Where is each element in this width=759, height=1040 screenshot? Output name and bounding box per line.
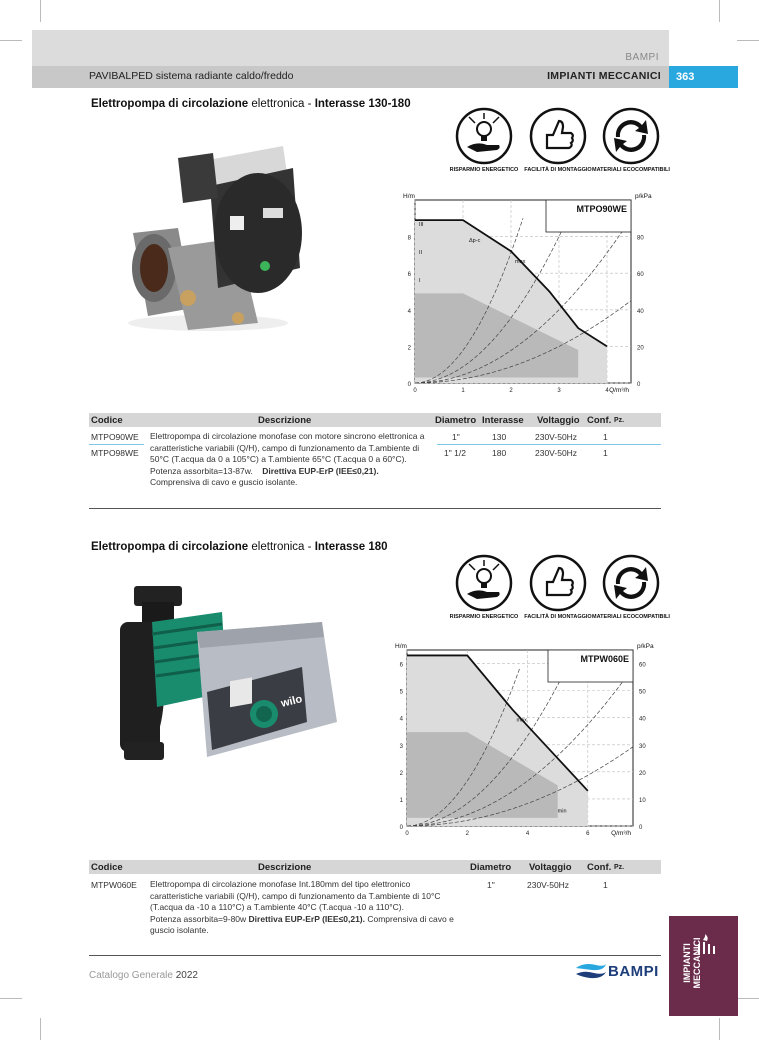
- table2-header: [89, 860, 661, 874]
- y2-tick-label: 30: [639, 743, 646, 750]
- energy-saving-icon: [455, 554, 513, 612]
- curve-label: min: [557, 808, 567, 815]
- y2-tick-label: 60: [637, 272, 644, 279]
- x-tick-label: 0: [413, 388, 417, 394]
- x-tick-label: 3: [557, 388, 561, 394]
- y-tick-label: 8: [407, 235, 411, 242]
- col-description: Descrizione: [258, 415, 312, 426]
- crop-mark: [719, 0, 720, 22]
- x-tick-label: 4: [525, 831, 530, 837]
- row2-code: MTPO98WE: [91, 448, 139, 458]
- desc-line: guscio isolante.: [150, 925, 209, 936]
- header-bar: [32, 66, 669, 88]
- header-right-title: IMPIANTI MECCANICI: [547, 70, 661, 82]
- y-axis-label: H/m: [395, 643, 407, 650]
- section1-description: [150, 431, 430, 489]
- section1-title-bold: Elettropompa di circolazione: [91, 98, 249, 110]
- section-divider: [89, 508, 661, 509]
- recycle-icon: [602, 554, 660, 612]
- row-separator: [89, 444, 144, 445]
- desc-line: caratteristiche variabili (Q/H), campo di funzionamento da T.ambiente di 10°C: [150, 890, 441, 901]
- col-pz: Pz.: [614, 864, 625, 871]
- x-axis-label: Q/m³/h: [611, 830, 631, 837]
- crop-mark: [40, 0, 41, 22]
- bampi-logo-text: BAMPI: [608, 963, 659, 980]
- crop-mark: [0, 998, 22, 999]
- header-brand: BAMPI: [625, 52, 659, 63]
- col-voltage: Voltaggio: [529, 862, 572, 873]
- desc-tail: Comprensiva di cavo e: [365, 913, 454, 924]
- curve-label: III: [419, 222, 424, 229]
- y-tick-label: 6: [407, 272, 411, 279]
- y2-tick-label: 50: [639, 689, 646, 696]
- x-tick-label: 1: [461, 388, 465, 394]
- eco-label: MATERIALI ECOCOMPATIBILI: [592, 167, 670, 173]
- desc-line: [150, 914, 464, 926]
- curve-label: II: [419, 250, 423, 257]
- y2-tick-label: 0: [637, 382, 641, 388]
- y-tick-label: 4: [399, 716, 403, 723]
- desc-line: (T.acqua da -10 a 110°C) a T.ambiente 40°C (T.acqua -10 a 110°C).: [150, 902, 405, 913]
- row1-diameter: 1": [452, 432, 460, 442]
- bampi-logo-icon: [574, 962, 608, 980]
- row2-diameter: 1" 1/2: [444, 448, 466, 458]
- power-text: Potenza assorbita=9-80w: [150, 913, 249, 924]
- y2-tick-label: 80: [637, 235, 644, 242]
- x-tick-label: 4: [605, 388, 609, 394]
- recycle-icon: [602, 107, 660, 165]
- header-left-title: PAVIBALPED sistema radiante caldo/freddo: [89, 70, 294, 82]
- side-line-2: MECCANICI: [692, 937, 702, 989]
- y-tick-label: 3: [399, 743, 403, 750]
- heating-icon: [695, 934, 717, 956]
- y-tick-label: 4: [407, 308, 411, 315]
- y-tick-label: 2: [407, 345, 411, 352]
- y-tick-label: 6: [399, 662, 403, 669]
- power-text: Potenza assorbita=13-87w.: [150, 465, 253, 476]
- pump-image-1: [118, 138, 308, 338]
- row1-diameter: 1": [487, 880, 495, 890]
- curve-label: max: [516, 717, 527, 724]
- page-header: [32, 30, 669, 88]
- row1-code: MTPO90WE: [91, 432, 139, 442]
- curve-label: Δp-c: [469, 238, 481, 245]
- performance-chart-1: [395, 192, 670, 402]
- row-separator: [437, 444, 661, 445]
- desc-line: Elettropompa di circolazione monofase Int.180mm del tipo elettronico: [150, 879, 411, 889]
- desc-line: [150, 466, 430, 478]
- y2-tick-label: 40: [637, 308, 644, 315]
- y2-tick-label: 20: [637, 345, 644, 352]
- eco-label: MATERIALI ECOCOMPATIBILI: [592, 614, 670, 620]
- chart-title: MTPW060E: [580, 654, 629, 664]
- energy-saving-label: RISPARMIO ENERGETICO: [449, 167, 519, 173]
- row1-code: MTPW060E: [91, 880, 137, 890]
- y2-axis-label: p/kPa: [635, 193, 652, 200]
- section1-title-bold-2: Interasse 130-180: [314, 98, 411, 110]
- y2-tick-label: 60: [639, 662, 646, 669]
- desc-line: 50°C (T.acqua da 0 a 105°C) a T.ambiente 65°C (T.acqua 0 a 60°C).: [150, 454, 407, 465]
- mounting-label: FACILITÀ DI MONTAGGIO: [524, 167, 592, 173]
- energy-saving-label: RISPARMIO ENERGETICO: [449, 614, 519, 620]
- row1-conf: 1: [603, 432, 608, 442]
- catalog-text: Catalogo Generale: [89, 970, 176, 981]
- row2-conf: 1: [603, 448, 608, 458]
- side-line-1: IMPIANTI: [682, 943, 692, 983]
- y2-tick-label: 10: [639, 797, 646, 804]
- chart-title: MTPO90WE: [576, 204, 627, 214]
- col-pz: Pz.: [614, 417, 625, 424]
- row1-voltage: 230V-50Hz: [535, 432, 578, 442]
- catalog-year: 2022: [175, 970, 198, 981]
- col-description: Descrizione: [258, 862, 312, 873]
- col-code: Codice: [91, 415, 123, 426]
- section1-title: [91, 98, 411, 110]
- side-tab: [669, 916, 738, 1016]
- col-voltage: Voltaggio: [537, 415, 580, 426]
- y2-tick-label: 0: [639, 825, 643, 831]
- crop-mark: [40, 1018, 41, 1040]
- col-diameter: Diametro: [435, 415, 477, 426]
- desc-line: Elettropompa di circolazione monofase con motore sincrono elettronica a: [150, 431, 425, 441]
- mounting-label: FACILITÀ DI MONTAGGIO: [524, 614, 592, 620]
- row1-interaxis: 130: [492, 432, 507, 442]
- crop-mark: [719, 1018, 720, 1040]
- svg-text:wilo: wilo: [279, 693, 304, 710]
- section2-title-bold: Elettropompa di circolazione: [91, 541, 249, 553]
- energy-saving-icon: [455, 107, 513, 165]
- y-tick-label: 1: [399, 797, 403, 804]
- y2-axis-label: p/kPa: [637, 643, 654, 650]
- section2-description: [150, 879, 464, 937]
- crop-mark: [737, 998, 759, 999]
- x-tick-label: 2: [465, 831, 469, 837]
- row1-voltage: 230V-50Hz: [527, 880, 570, 890]
- crop-mark: [737, 40, 759, 41]
- crop-mark: [0, 40, 22, 41]
- table1-header: [89, 413, 661, 427]
- section2-title-normal: elettronica -: [248, 541, 315, 553]
- thumbs-up-icon: [529, 554, 587, 612]
- row2-voltage: 230V-50Hz: [535, 448, 578, 458]
- y-tick-label: 0: [407, 382, 411, 388]
- page-number-tab: [669, 66, 738, 88]
- col-interaxis: Interasse: [482, 415, 524, 426]
- section1-title-normal: elettronica -: [248, 98, 315, 110]
- y-axis-label: H/m: [403, 193, 415, 200]
- x-tick-label: 2: [509, 388, 513, 394]
- section2-title: [91, 541, 388, 553]
- performance-chart-2: [383, 640, 658, 845]
- y2-tick-label: 40: [639, 716, 646, 723]
- x-tick-label: 0: [405, 831, 409, 837]
- y-tick-label: 5: [399, 689, 403, 696]
- col-code: Codice: [91, 862, 123, 873]
- desc-line: Comprensiva di cavo e guscio isolante.: [150, 477, 298, 488]
- y-tick-label: 2: [399, 770, 403, 777]
- col-diameter: Diametro: [470, 862, 512, 873]
- col-conf: Conf.: [587, 862, 612, 873]
- page-number: 363: [676, 71, 695, 83]
- row2-interaxis: 180: [492, 448, 507, 458]
- row1-conf: 1: [603, 880, 608, 890]
- pump-image-2: [112, 582, 342, 767]
- desc-line: caratteristiche variabili (Q/H), campo di funzionamento da T.ambiente di: [150, 442, 420, 453]
- x-tick-label: 6: [586, 831, 590, 837]
- col-conf: Conf.: [587, 415, 612, 426]
- section2-title-bold-2: Interasse 180: [314, 541, 388, 553]
- directive-text: Direttiva EUP-ErP (IEE≤0,21).: [248, 913, 365, 924]
- footer-divider: [89, 955, 661, 956]
- curve-label: max: [515, 259, 526, 266]
- curve-label: I: [419, 278, 421, 285]
- footer-catalog: [89, 970, 198, 981]
- y-tick-label: 0: [399, 825, 403, 831]
- x-axis-label: Q/m³/h: [609, 387, 629, 394]
- y2-tick-label: 20: [639, 770, 646, 777]
- directive-text: Direttiva EUP-ErP (IEE≤0,21).: [262, 465, 379, 476]
- thumbs-up-icon: [529, 107, 587, 165]
